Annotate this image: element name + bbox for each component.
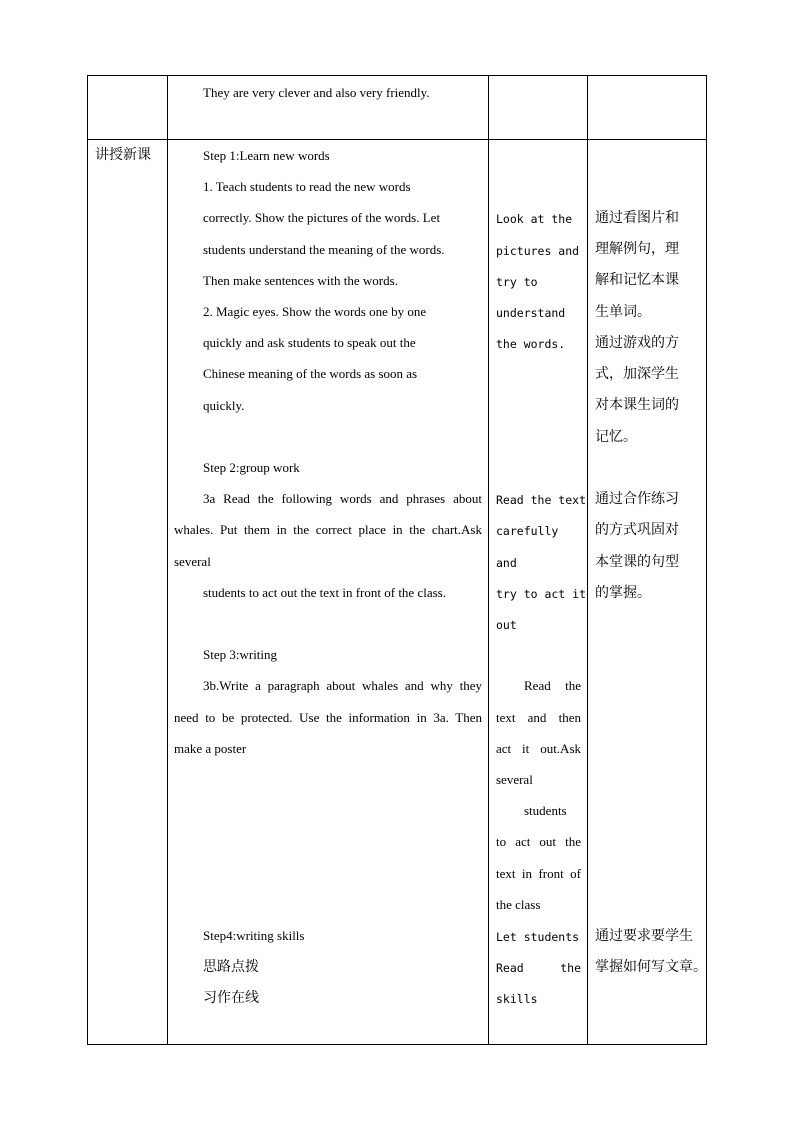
content-line: quickly. bbox=[203, 398, 245, 413]
step-heading: Step4:writing skills bbox=[203, 928, 305, 943]
column-divider bbox=[167, 76, 168, 1044]
column-divider bbox=[587, 76, 588, 1044]
activity-line: understand bbox=[496, 306, 566, 320]
activity-line: out bbox=[496, 618, 517, 632]
content-line: 思路点拨 bbox=[203, 959, 259, 975]
content-line: students understand the meaning of the words. bbox=[203, 242, 445, 257]
purpose-line: 的掌握。 bbox=[595, 585, 651, 601]
purpose-line: 通过要求要学生 bbox=[595, 928, 693, 944]
activity-line: act it out.Ask bbox=[496, 741, 581, 756]
content-line: 3b.Write a paragraph about whales and why they bbox=[203, 678, 482, 693]
activity-line: skills bbox=[496, 992, 538, 1006]
activity-line: several bbox=[496, 772, 533, 787]
activity-line: text in front of bbox=[496, 866, 581, 881]
content-line: 3a Read the following words and phrases about bbox=[203, 491, 482, 506]
purpose-line: 理解例句，理 bbox=[595, 241, 679, 257]
step-heading: Step 2:group work bbox=[203, 460, 300, 475]
step-heading: Step 1:Learn new words bbox=[203, 148, 330, 163]
activity-line: Read the bbox=[496, 961, 581, 975]
content-line: correctly. Show the pictures of the words. Let bbox=[203, 210, 441, 225]
activity-line: Read the text bbox=[496, 493, 587, 507]
activity-line: try to bbox=[496, 275, 538, 289]
activity-line: students bbox=[524, 803, 567, 818]
content-line: several bbox=[174, 554, 211, 569]
activity-line: try to act it bbox=[496, 587, 587, 601]
activity-line: text and then bbox=[496, 710, 581, 725]
activity-line: Let students bbox=[496, 930, 580, 944]
row1-content-text: They are very clever and also very friendly. bbox=[203, 85, 430, 100]
purpose-line: 的方式巩固对 bbox=[595, 522, 679, 538]
activity-line: the words. bbox=[496, 337, 566, 351]
purpose-line: 通过游戏的方 bbox=[595, 335, 679, 351]
content-line: Chinese meaning of the words as soon as bbox=[203, 366, 418, 381]
content-line: need to be protected. Use the information in 3a. Then bbox=[174, 710, 482, 725]
column-divider bbox=[488, 76, 489, 1044]
purpose-line: 本堂课的句型 bbox=[595, 554, 679, 570]
activity-line: and bbox=[496, 556, 517, 570]
activity-line: carefully bbox=[496, 524, 559, 538]
activity-line: Look at the bbox=[496, 212, 573, 226]
purpose-line: 解和记忆本课 bbox=[595, 272, 679, 288]
purpose-line: 对本课生词的 bbox=[595, 397, 679, 413]
content-line: 习作在线 bbox=[203, 990, 259, 1006]
step-heading: Step 3:writing bbox=[203, 647, 278, 662]
content-line: quickly and ask students to speak out the bbox=[203, 335, 416, 350]
activity-line: pictures and bbox=[496, 244, 580, 258]
content-line: whales. Put them in the correct place in the chart.Ask bbox=[174, 522, 482, 537]
activity-line: the class bbox=[496, 897, 541, 912]
purpose-line: 通过看图片和 bbox=[595, 210, 679, 226]
purpose-line: 记忆。 bbox=[595, 429, 637, 445]
content-line: 2. Magic eyes. Show the words one by one bbox=[203, 304, 427, 319]
purpose-line: 生单词。 bbox=[595, 304, 651, 320]
purpose-line: 式，加深学生 bbox=[595, 366, 679, 382]
activity-line: Read the bbox=[524, 678, 581, 693]
activity-line: to act out the bbox=[496, 834, 581, 849]
lesson-plan-table bbox=[87, 75, 707, 1045]
content-line: students to act out the text in front of the class. bbox=[203, 585, 446, 600]
purpose-line: 掌握如何写文章。 bbox=[595, 959, 707, 975]
content-line: Then make sentences with the words. bbox=[203, 273, 398, 288]
section-label: 讲授新课 bbox=[95, 147, 151, 163]
purpose-line: 通过合作练习 bbox=[595, 491, 679, 507]
content-line: 1. Teach students to read the new words bbox=[203, 179, 411, 194]
row-divider bbox=[88, 139, 706, 140]
content-line: make a poster bbox=[174, 741, 247, 756]
